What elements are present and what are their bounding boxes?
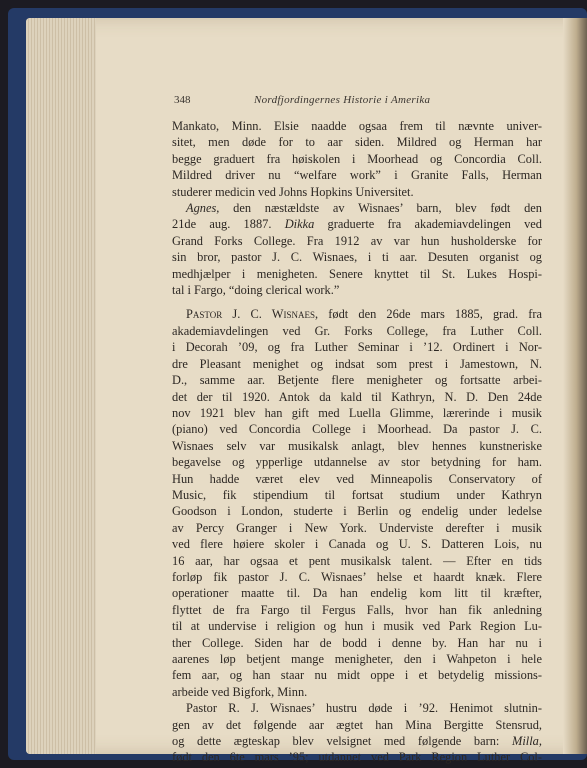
text-line: av Percy Granger i New York. Underviste derefter i musik xyxy=(172,520,542,535)
text-line: tal i Fargo, “doing clerical work.” xyxy=(172,283,340,298)
name-dikka: Dikka xyxy=(284,217,315,232)
text-line: D., samme aar. Betjente flere menigheter og fortsatte arbei- xyxy=(172,373,542,388)
text-line: Wisnaes selv var musikalsk anlagt, blev hennes kunstneriske xyxy=(172,438,542,453)
text-line: gen av det følgende aar ægtet han Mina Bergitte Stensrud, xyxy=(172,717,542,732)
text-line: forløp fik pastor J. C. Wisnaes’ helse et haardt knæk. Flere xyxy=(172,569,542,584)
text-line: til at undervise i religion og hun i musik ved Park Region Lu- xyxy=(172,619,542,634)
text-line: Mankato, Minn. Elsie naadde ogsaa frem til nævnte univer- xyxy=(172,119,542,133)
name-milla: Milla, xyxy=(512,734,542,749)
text-line: studerer medicin ved Johns Hopkins Universitet. xyxy=(172,184,414,199)
text-line: operationer maatte til. Da han endelig kom litt til kræfter, xyxy=(172,586,542,601)
text-line: Hun hadde været elev ved Minneapolis Conservatory of xyxy=(172,471,542,486)
text-line: akademiavdelingen ved Gr. Forks College, fra Luther Coll. xyxy=(172,323,542,338)
text-line: det der til 1920. Antok da kald til Kathryn, N. D. Den 24de xyxy=(172,389,542,404)
running-title: Nordfjordingernes Historie i Amerika xyxy=(254,94,431,106)
text-line: flyttet de fra Fargo til Fergus Falls, hvor han fik anledning xyxy=(172,602,542,617)
text-line: begge graduert fra høiskolen i Moorhead og Concordia Coll. xyxy=(172,151,542,166)
text-line: fem aar, og han staar nu midt oppe i et betydelig missions- xyxy=(172,668,542,683)
paragraph-gap xyxy=(172,298,542,306)
page-gutter xyxy=(563,18,587,754)
text-line: dre Pleasant menighet og indsat som prest i Jamestown, N. xyxy=(172,356,542,371)
text-line: ther College. Siden har de bodd i denne by. Han har nu i xyxy=(172,635,542,650)
text-line: arbeide ved Bigfork, Minn. xyxy=(172,684,308,699)
text-line: i Decorah ’09, og fra Luther Seminar i ’12. Ordinert i Nor- xyxy=(172,340,542,355)
page-header xyxy=(174,94,542,112)
name-agnes: Agnes, xyxy=(186,201,220,216)
text-line: medhjælper i menigheten. Senere knyttet til St. Lukes Hospi- xyxy=(172,266,542,281)
text-line: Pastor J. C. Wisnaes, født den 26de mars 1885, grad. fra xyxy=(186,307,542,322)
text-line: ved flere høiere skoler i Canada og U. S. Datteren Lois, nu xyxy=(172,537,542,552)
text-line: 21de aug. 1887. Dikka graduerte fra akademiavdelingen ved xyxy=(172,217,542,232)
text-line: Agnes, den næstældste av Wisnaes’ barn, blev født den xyxy=(186,201,542,216)
text-line: sin bror, pastor J. C. Wisnaes, i ti aar. Desuten organist og xyxy=(172,250,542,265)
name-pastor: Pastor xyxy=(186,307,223,322)
text-line: 16 aar, har ogsaa et pent musikalsk talent. — Efter en tids xyxy=(172,553,542,568)
text-line: Goodson i London, studerte i Berlin og endelig under ledelse xyxy=(172,504,542,519)
text-line: Pastor R. J. Wisnaes’ hustru døde i ’92. Henimot slutnin- xyxy=(186,701,542,716)
text-line: nov 1921 blev han gift med Luella Glimme, lærerinde i musik xyxy=(172,405,542,420)
text-line: (piano) ved Concordia College i Moorhead. Da pastor J. C. xyxy=(172,422,542,437)
text-line: sitet, men døde for to aar siden. Mildred og Herman har xyxy=(172,135,542,150)
text-line: Mildred driver nu “welfare work” i Granite Falls, Herman xyxy=(172,168,542,183)
text-line: aarenes løp betjent mange menigheter, den i Wahpeton i hele xyxy=(172,652,542,666)
body-text xyxy=(172,118,542,766)
page-edges xyxy=(26,18,96,754)
text-line: begavelse og ypperlige utdannelse av stor betydning for ham. xyxy=(172,455,542,470)
text-line: Music, fik stipendium til fortsat studium under Kathryn xyxy=(172,487,542,502)
text-line: og dette ægteskap blev velsignet med følgende barn: Milla, xyxy=(172,734,542,749)
text-line: Grand Forks College. Fra 1912 av var hun husholderske for xyxy=(172,233,542,248)
text-line: født den 6te mars ’95; utdannet ved Park Region Luther Col- xyxy=(172,750,542,765)
page-number: 348 xyxy=(174,94,191,106)
